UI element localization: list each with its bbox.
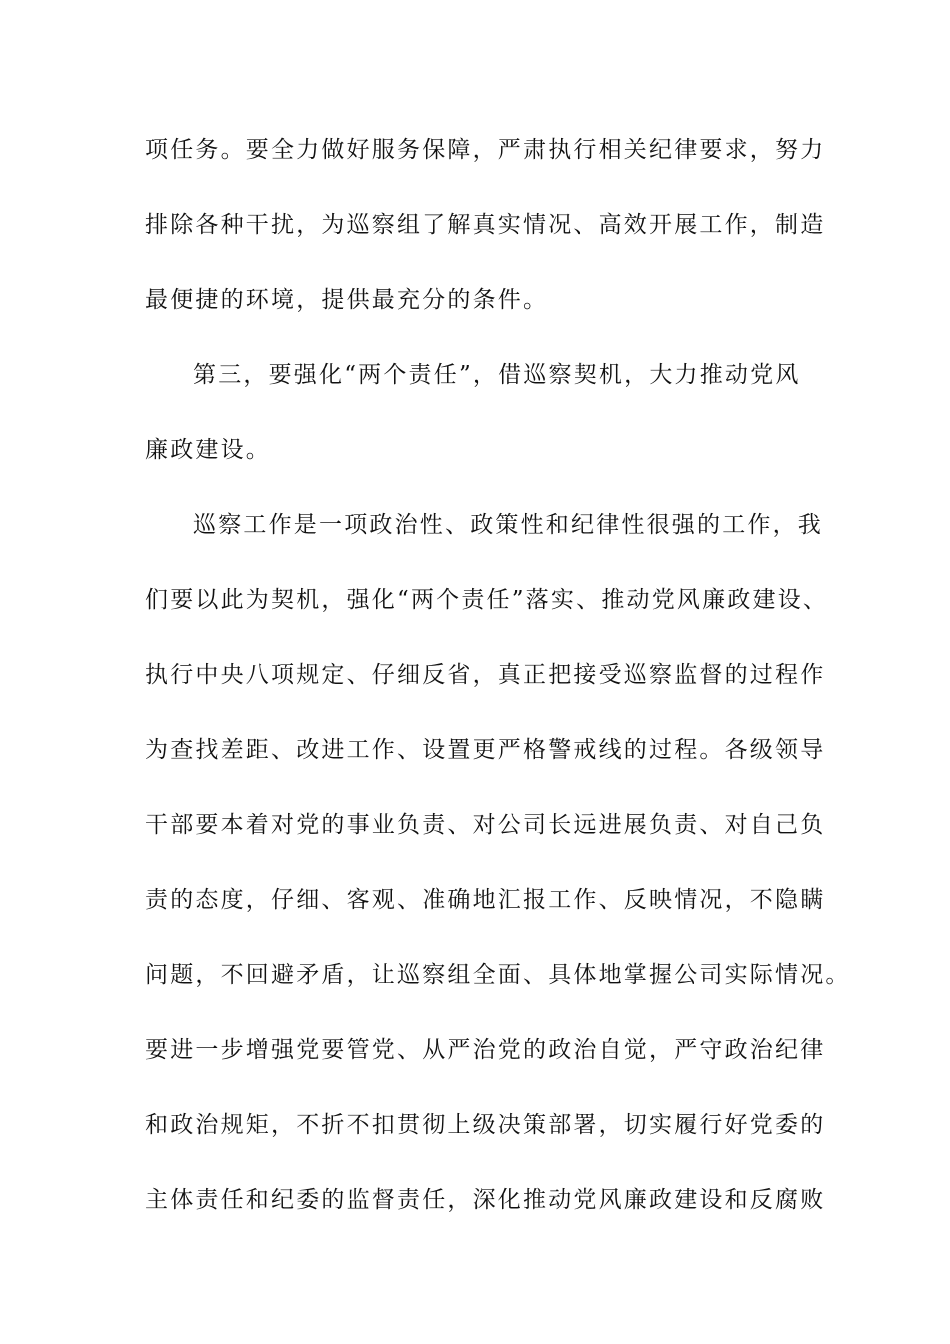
text-line: 执行中央八项规定、仔细反省，真正把接受巡察监督的过程作 [145,662,826,688]
text-line: 责的态度，仔细、客观、准确地汇报工作、反映情况，不隐瞒 [145,887,826,913]
text-line: 要进一步增强党要管党、从严治党的政治自觉，严守政治纪律 [145,1037,826,1063]
text-line: 主体责任和纪委的监督责任，深化推动党风廉政建设和反腐败 [145,1187,826,1213]
text-line: 干部要本着对党的事业负责、对公司长远进展负责、对自己负 [145,812,826,838]
text-line: 问题，不回避矛盾，让巡察组全面、具体地掌握公司实际情况。 [145,962,851,988]
text-line: 最便捷的环境，提供最充分的条件。 [145,287,549,313]
text-line: 为查找差距、改进工作、设置更严格警戒线的过程。各级领导 [145,737,826,763]
text-line: 排除各种干扰，为巡察组了解真实情况、高效开展工作，制造 [145,212,826,238]
paragraph-heading: 第三，要强化“两个责任”，借巡察契机，大力推动党风 [193,362,801,388]
text-line: 项任务。要全力做好服务保障，严肃执行相关纪律要求，努力 [145,137,826,163]
text-line: 们要以此为契机，强化“两个责任”落实、推动党风廉政建设、 [145,587,829,613]
text-line: 廉政建设。 [145,437,271,463]
text-line: 和政治规矩，不折不扣贯彻上级决策部署，切实履行好党委的 [145,1112,826,1138]
text-line: 巡察工作是一项政治性、政策性和纪律性很强的工作，我 [193,512,823,538]
